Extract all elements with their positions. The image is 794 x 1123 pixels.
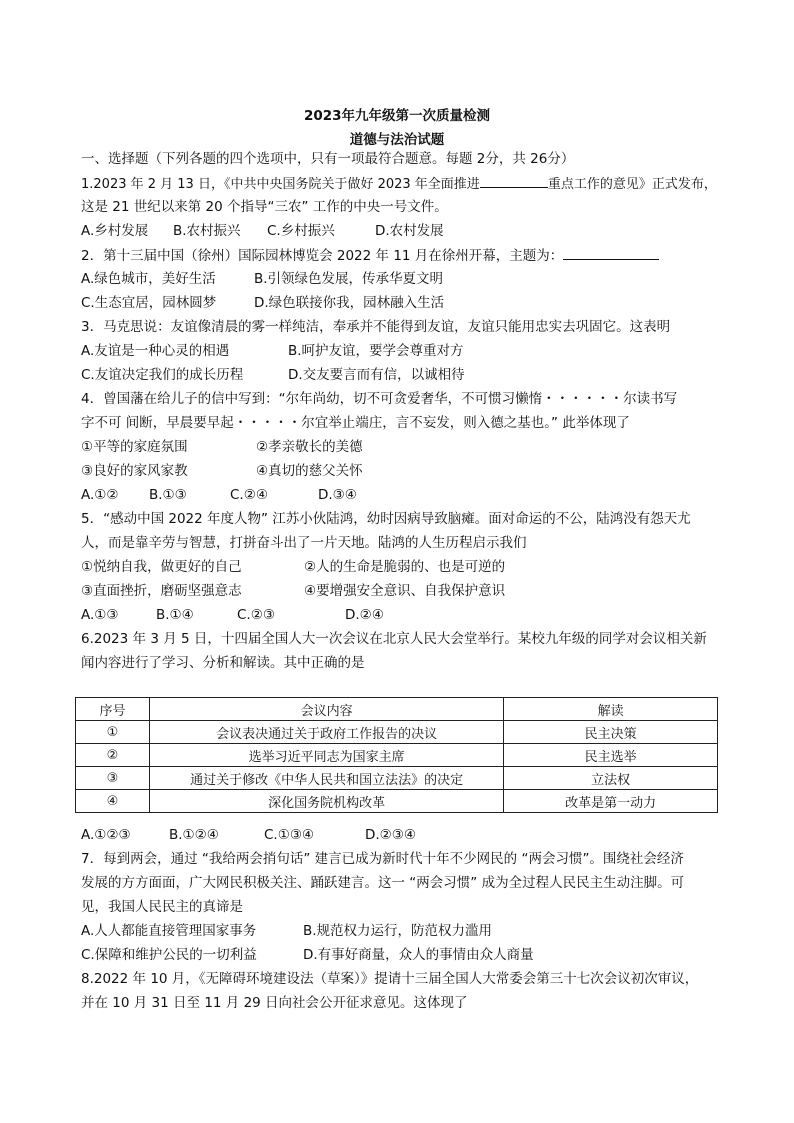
question-2-options-row-1 xyxy=(81,270,443,288)
table-cell: ③ xyxy=(76,767,150,790)
question-4-items-row-2 xyxy=(81,462,363,480)
option-d: D.农村发展 xyxy=(375,223,444,239)
table-row xyxy=(76,767,718,790)
column-header-interpretation: 解读 xyxy=(504,698,718,721)
question-2-options-row-2 xyxy=(81,294,444,312)
option-d: D.②③④ xyxy=(365,827,416,843)
table-cell: 民主选举 xyxy=(504,744,718,767)
option-a: A.①② xyxy=(81,487,119,503)
question-2-stem xyxy=(81,246,659,265)
question-7-line-1: 7．每到两会，通过 “我给两会捎句话” 建言已成为新时代十年不少网民的 “两会习惯”。围绕社会经济 xyxy=(81,851,684,867)
statement-item: ③直面挫折，磨砺坚强意志 xyxy=(81,583,242,599)
question-4-options xyxy=(81,486,357,504)
question-3-options-row-1 xyxy=(81,342,464,360)
question-1-line-1 xyxy=(81,174,717,194)
question-6-line-2: 闻内容进行了学习、分析和解读。其中正确的是 xyxy=(81,655,365,671)
question-5-items-row-2 xyxy=(81,582,505,600)
table-cell: 民主决策 xyxy=(504,721,718,744)
option-b: B.①②④ xyxy=(169,827,219,843)
option-a: A.人人都能直接管理国家事务 xyxy=(81,923,257,939)
option-b: B.①③ xyxy=(149,487,187,503)
option-c: C.友谊决定我们的成长历程 xyxy=(81,367,244,383)
statement-item: ②人的生命是脆弱的、也是可逆的 xyxy=(304,559,506,575)
table-cell: 通过关于修改《中华人民共和国立法法》的决定 xyxy=(149,767,503,790)
answer-blank xyxy=(480,174,548,188)
statement-item: ①悦纳自我，做更好的自己 xyxy=(81,559,242,575)
statement-item: ①平等的家庭氛围 xyxy=(81,439,188,455)
option-c: C.②③ xyxy=(237,607,275,623)
q1-stem-part-2: 重点工作的意见》正式发布， xyxy=(547,177,717,192)
question-5-line-2: 人，而是靠辛劳与智慧，打拼奋斗出了一片天地。陆鸿的人生历程启示我们 xyxy=(81,535,527,551)
section-heading: 一、选择题（下列各题的四个选项中，只有一项最符合题意。每题 2分，共 26分） xyxy=(81,151,575,167)
question-7-line-3: 见，我国人民民主的真谛是 xyxy=(81,899,243,915)
option-c: C.生态宜居，园林圆梦 xyxy=(81,295,217,311)
table-cell: 会议表决通过关于政府工作报告的决议 xyxy=(149,721,503,744)
question-6-options xyxy=(81,826,416,844)
option-d: D.交友要言而有信，以诚相待 xyxy=(288,367,465,383)
q2-stem: 2．第十三届中国（徐州）国际园林博览会 2022 年 11 月在徐州开幕，主题为： xyxy=(81,248,564,264)
question-5-options xyxy=(81,606,384,624)
table-cell: 立法权 xyxy=(504,767,718,790)
question-3-stem: 3．马克思说：友谊像清晨的雾一样纯洁，奉承并不能得到友谊，友谊只能用忠实去巩固它。这表明 xyxy=(81,319,671,335)
statement-item: ②孝亲敬长的美德 xyxy=(256,439,363,455)
option-b: B.农村振兴 xyxy=(173,223,241,239)
question-4-line-2: 字不可 间断，早晨要早起・・・・・尔宜举止端庄，言不妄发，则入德之基也。” 此举体现了 xyxy=(81,415,630,431)
statement-item: ③良好的家风家教 xyxy=(81,463,188,479)
question-7-options-row-1 xyxy=(81,922,492,940)
question-7-options-row-2 xyxy=(81,946,534,964)
table-cell: ④ xyxy=(76,790,150,813)
table-cell: ① xyxy=(76,721,150,744)
option-b: B.呵护友谊，要学会尊重对方 xyxy=(288,343,464,359)
table-header-row xyxy=(76,698,718,721)
table-cell: ② xyxy=(76,744,150,767)
option-b: B.引领绿色发展，传承华夏文明 xyxy=(254,271,444,287)
question-7-line-2: 发展的方方面面，广大网民积极关注、踊跃建言。这一 “两会习惯” 成为全过程人民民主生动注脚。可 xyxy=(81,875,685,891)
question-6-line-1: 6.2023 年 3 月 5 日，十四届全国人大一次会议在北京人民大会堂举行。某校九年级的同学对会议相关新 xyxy=(81,631,707,647)
option-a: A.绿色城市，美好生活 xyxy=(81,271,216,287)
option-a: A.①③ xyxy=(81,607,119,623)
option-b: B.规范权力运行，防范权力滥用 xyxy=(303,923,493,939)
question-5-line-1: 5．“感动中国 2022 年度人物” 江苏小伙陆鸿，幼时因病导致脑瘫。面对命运的不公，陆鸿没有怨天尤 xyxy=(81,511,691,527)
table-row xyxy=(76,744,718,767)
statement-item: ④要增强安全意识、自我保护意识 xyxy=(304,583,506,599)
answer-blank xyxy=(563,246,659,260)
table-cell: 选举习近平同志为国家主席 xyxy=(149,744,503,767)
option-b: B.①④ xyxy=(156,607,194,623)
meeting-content-table xyxy=(75,697,718,813)
table-row xyxy=(76,721,718,744)
question-8-line-2: 并在 10 月 31 日至 11 月 29 日向社会公开征求意见。这体现了 xyxy=(81,995,468,1011)
statement-item: ④真切的慈父关怀 xyxy=(256,463,363,479)
option-a: A.友谊是一种心灵的相遇 xyxy=(81,343,230,359)
option-d: D.③④ xyxy=(318,487,357,503)
question-4-items-row-1 xyxy=(81,438,363,456)
column-header-content: 会议内容 xyxy=(149,698,503,721)
question-4-line-1: 4．曾国藩在给儿子的信中写到：“尔年尚幼，切不可贪爱奢华，不可惯习懒惰・・・・・・尔读书写 xyxy=(81,391,678,407)
table-row xyxy=(76,790,718,813)
option-d: D.有事好商量，众人的事情由众人商量 xyxy=(303,947,534,963)
subject-title: 道德与法治试题 xyxy=(349,132,445,148)
option-c: C.①③④ xyxy=(264,827,315,843)
question-1-line-2: 这是 21 世纪以来第 20 个指导“三农” 工作的中央一号文件。 xyxy=(81,199,448,215)
table-cell: 深化国务院机构改革 xyxy=(149,790,503,813)
option-c: C.②④ xyxy=(230,487,268,503)
question-3-options-row-2 xyxy=(81,366,465,384)
option-c: C.保障和维护公民的一切利益 xyxy=(81,947,257,963)
q1-stem-part-1: 1.2023 年 2 月 13 日，《中共中央国务院关于做好 2023 年全面推进 xyxy=(81,177,480,192)
option-a: A.①②③ xyxy=(81,827,131,843)
question-1-options xyxy=(81,222,444,240)
option-c: C.乡村振兴 xyxy=(267,223,335,239)
table-cell: 改革是第一动力 xyxy=(504,790,718,813)
question-8-line-1: 8.2022 年 10 月，《无障碍环境建设法（草案）》提请十三届全国人大常委会第三十七次会议初次审议， xyxy=(81,971,699,987)
option-a: A.乡村发展 xyxy=(81,223,149,239)
option-d: D.绿色联接你我，园林融入生活 xyxy=(254,295,445,311)
column-header-index: 序号 xyxy=(76,698,150,721)
question-5-items-row-1 xyxy=(81,558,505,576)
option-d: D.②④ xyxy=(345,607,384,623)
exam-title: 2023年九年级第一次质量检测 xyxy=(303,108,491,124)
